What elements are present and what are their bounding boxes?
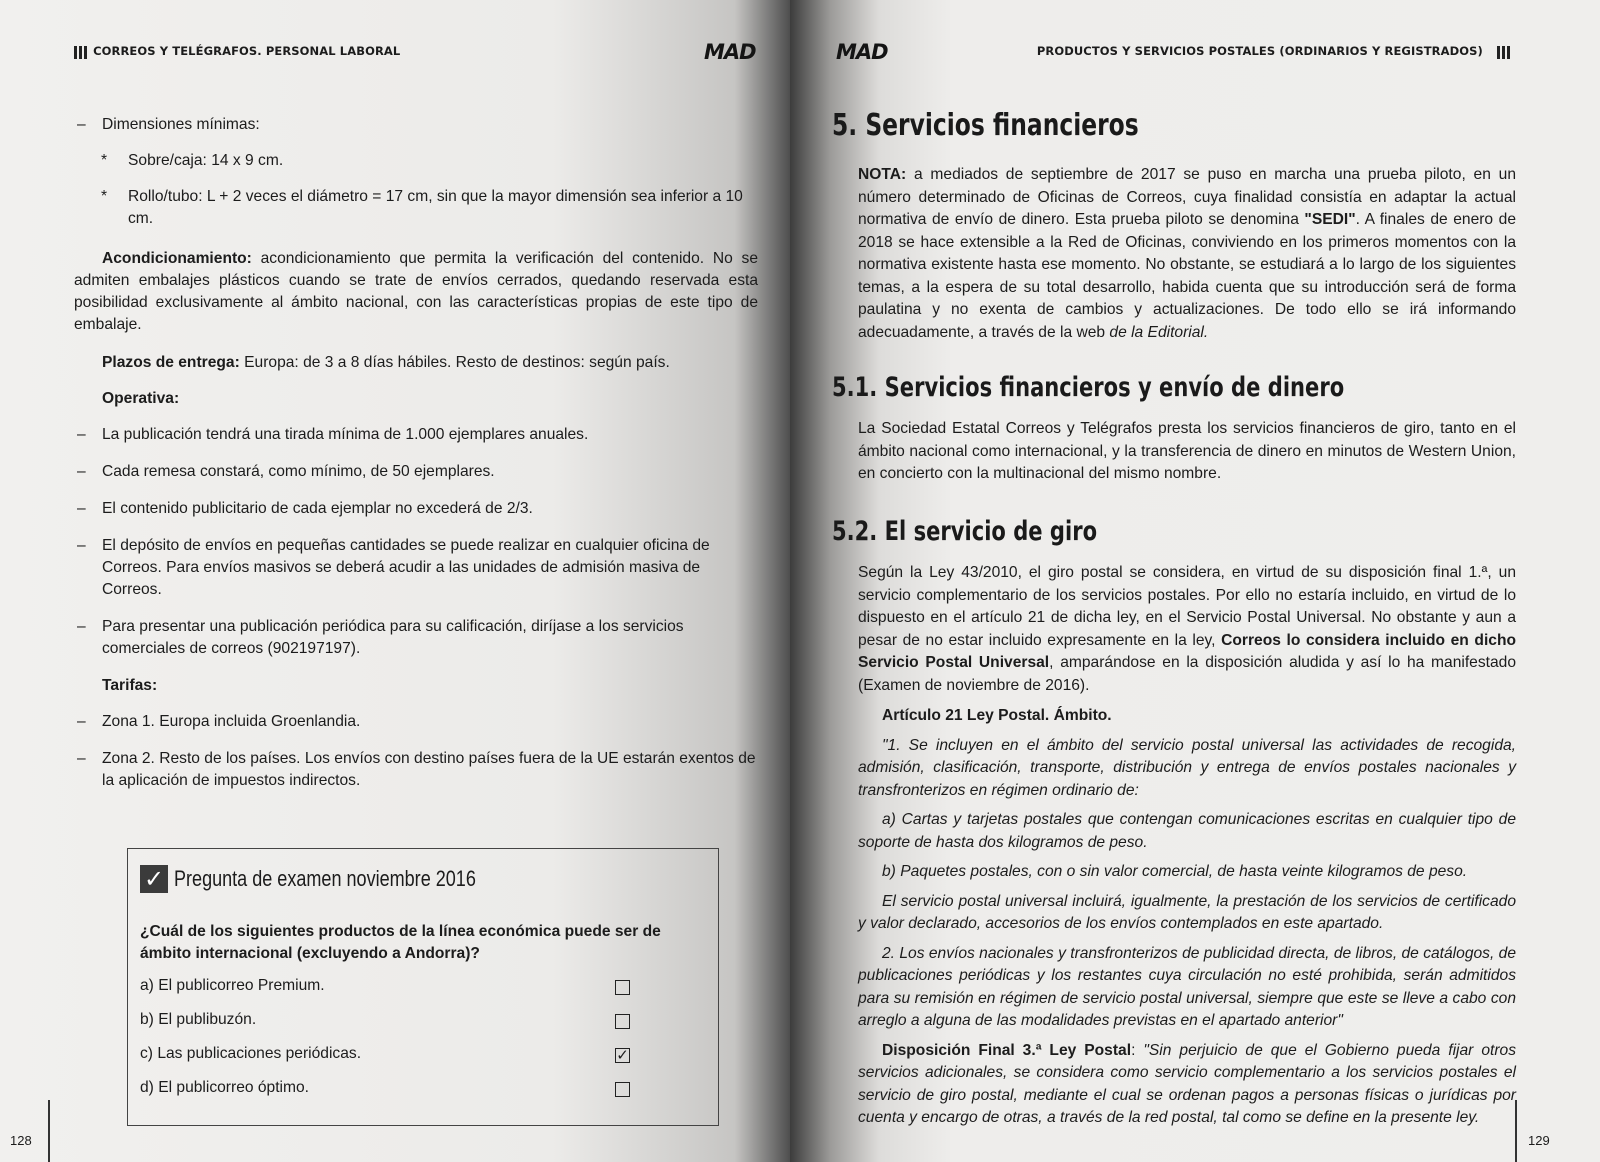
right-running-header bbox=[1037, 44, 1512, 59]
right-header-title: PRODUCTOS Y SERVICIOS POSTALES (ORDINARIOS Y REGISTRADOS) bbox=[1036, 44, 1483, 58]
checkbox-icon bbox=[615, 980, 630, 995]
quote-paragraph: 2. Los envíos nacionales y transfronterizos de publicidad directa, de libros, de catálogos, de publicaciones periódicas y los restantes cuya circulación no esté prohibida, serán admitidos para su remisión en régimen de servicio postal universal, siempre que este se lleve a cabo con arreglo a alguna de las modalidades previstas en el apartado anterior" bbox=[858, 944, 1516, 1029]
list-item: – Zona 1. Europa incluida Groenlandia. bbox=[77, 713, 361, 730]
quote-paragraph: El servicio postal universal incluirá, igualmente, la prestación de los servicios de certificado y valor declarado, accesorios de los envíos contemplados en este apartado. bbox=[858, 892, 1516, 932]
acondicionamiento-paragraph: Acondicionamiento: acondicionamiento que permita la verificación del contenido. No se admiten embalajes plásticos cuando se trate de envíos cerrados, quedando reservada esta posibilidad exclusivamente al ámbito nacional, con las características propias de este tipo de embalaje. bbox=[74, 250, 758, 333]
exam-title: Pregunta de examen noviembre 2016 bbox=[174, 866, 476, 891]
tarifas-label: Tarifas: bbox=[102, 677, 158, 694]
dimensiones-item: – Dimensiones mínimas: bbox=[77, 116, 260, 133]
left-page-number: 128 bbox=[10, 1133, 32, 1148]
checkmark-icon: ✓ bbox=[140, 865, 168, 893]
header-bars-icon bbox=[1497, 45, 1512, 59]
operativa-label: Operativa: bbox=[102, 390, 180, 407]
exam-option: c) Las publicaciones periódicas. ✓ bbox=[140, 1045, 629, 1064]
section-5-2-body: Según la Ley 43/2010, el giro postal se considera, en virtud de su disposición final 1.ª, un servicio complementario de los servicios postales. Por ello no estaría incluido, en virtud de lo dispuesto en el artículo 21 de dicha ley, en el Servicio Postal Universal. No obstante y aun a pesar de no estar incluido expresamente en la ley, Correos lo considera incluido en dicho Servicio Postal Universal, amparándose en la disposición aludida y así lo ha manifestado (Examen de noviembre de 2016). Artículo 21 Ley Postal. Ámbito. "1. Se incluyen en el ámbito del servicio postal universal las actividades de recogida, admisión, clasificación, transporte, distribución y entrega de envíos postales nacionales y transfronterizos en régimen ordinario de: a) Cartas y tarjetas postales que contengan comunicaciones escritas en cualquier tipo de soporte de hasta dos kilogramos de peso. b) Paquetes postales, con o sin valor comercial, de hasta veinte kilogramos de peso. El servicio postal universal incluirá, igualmente, la prestación de los servicios de certificado y valor declarado, accesorios de los envíos contemplados en este apartado. 2. Los envíos nacionales y transfronterizos de publicidad directa, de libros, de catálogos, de publicaciones periódicas y los restantes cuya circulación no esté prohibida, serán admitidos para su remisión en régimen de servicio postal universal, siempre que este se lleve a cabo con arreglo a alguna de las modalidades previstas en el apartado anterior" Disposición Final 3.ª Ley Postal: "Sin perjuicio de que el Gobierno pueda fijar otros servicios adicionales, se considera como servicio complementario a los servicios postales el servicio de giro postal, mediante el cual se ordenan pagos a personas físicas o jurídicas por cuenta y encargo de otras, a través de la red postal, tal como se define en la presente ley. bbox=[858, 562, 1516, 1130]
checkbox-icon bbox=[615, 1082, 630, 1097]
exam-option: a) El publicorreo Premium. bbox=[140, 977, 700, 999]
list-item: – Zona 2. Resto de los países. Los envíos con destino países fuera de la UE estarán exentos de la aplicación de impuestos indirectos. bbox=[77, 750, 756, 789]
checkbox-icon bbox=[615, 1014, 630, 1029]
list-item: – Cada remesa constará, como mínimo, de 50 ejemplares. bbox=[77, 463, 495, 480]
dimensiones-sub-item: * Rollo/tubo: L + 2 veces el diámetro = 17 cm, sin que la mayor dimensión sea inferior a 10 cm. bbox=[101, 188, 743, 227]
exam-title-row bbox=[140, 865, 542, 893]
header-bars-icon bbox=[74, 45, 89, 59]
tarifas-list bbox=[74, 711, 758, 792]
left-running-header bbox=[74, 44, 400, 59]
exam-option: b) El publibuzón. bbox=[140, 1011, 700, 1033]
dimensiones-label: Dimensiones mínimas: bbox=[102, 116, 260, 133]
margin-rule bbox=[48, 1100, 50, 1162]
quote-paragraph: a) Cartas y tarjetas postales que contengan comunicaciones escritas en cualquier tipo de soporte de hasta dos kilogramos de peso. bbox=[858, 811, 1516, 851]
list-item: – La publicación tendrá una tirada mínima de 1.000 ejemplares anuales. bbox=[77, 426, 589, 443]
section-5-note: NOTA: a mediados de septiembre de 2017 se puso en marcha una prueba piloto, en un número determinado de Oficinas de Correos, cuya finalidad consistía en adaptar la actual normativa de envío de dinero. Esta prueba piloto se denomina "SEDI". A finales de enero de 2018 se hace extensible a la Red de Oficinas, conviviendo en los primeros momentos con la normativa existente hasta ese momento. No obstante, se estudiará a lo largo de los siguientes temas, a la espera de su total desarrollo, habida cuenta que su introducción será de forma paulatina y no exenta de cambios y actualizaciones. De todo ello se irá informando adecuadamente, a través de la web de la Editorial. bbox=[858, 166, 1516, 341]
exam-question-box bbox=[127, 848, 719, 1126]
left-body bbox=[74, 114, 758, 807]
list-item: – El contenido publicitario de cada ejemplar no excederá de 2/3. bbox=[77, 500, 533, 517]
left-page bbox=[0, 0, 790, 1162]
quote-paragraph: b) Paquetes postales, con o sin valor comercial, de hasta veinte kilogramos de peso. bbox=[882, 863, 1468, 880]
operativa-list bbox=[74, 424, 758, 660]
list-item: – Para presentar una publicación periódica para su calificación, diríjase a los servicios comerciales de correos (902197197). bbox=[77, 618, 684, 657]
plazos-paragraph: Plazos de entrega: Europa: de 3 a 8 días hábiles. Resto de destinos: según país. bbox=[102, 354, 670, 371]
checked-checkbox-icon: ✓ bbox=[616, 1046, 629, 1064]
exam-question: ¿Cuál de los siguientes productos de la línea económica puede ser de ámbito internacional (excluyendo a Andorra)? bbox=[140, 923, 661, 962]
right-publisher-logo: MAD bbox=[836, 40, 888, 64]
exam-option: d) El publicorreo óptimo. bbox=[140, 1079, 700, 1101]
left-publisher-logo: MAD bbox=[704, 40, 756, 64]
quote-paragraph: "1. Se incluyen en el ámbito del servicio postal universal las actividades de recogida, admisión, clasificación, transporte, distribución y entrega de envíos postales nacionales y transfronterizos en régimen ordinario de: bbox=[858, 736, 1516, 799]
dimensiones-sub-item: * Sobre/caja: 14 x 9 cm. bbox=[101, 152, 284, 169]
disposicion-final-paragraph: Disposición Final 3.ª Ley Postal: "Sin perjuicio de que el Gobierno pueda fijar otros servicios adicionales, se considera como servicio complementario a los servicios postales el servicio de giro postal, mediante el cual se ordenan pagos a personas físicas o jurídicas por cuenta y encargo de otras, a través de la red postal, tal como se define en la presente ley. bbox=[858, 1041, 1516, 1126]
left-header-title: CORREOS Y TELÉGRAFOS. PERSONAL LABORAL bbox=[93, 44, 401, 58]
section-5-2-heading: 5.2. El servicio de giro bbox=[832, 516, 1098, 547]
section-5-1-paragraph: La Sociedad Estatal Correos y Telégrafos presta los servicios financieros de giro, tanto en el ámbito nacional como internacional, y la transferencia de dinero en minutos de Western Union, en concierto con la multinacional del mismo nombre. bbox=[858, 420, 1516, 482]
section-5-1-heading: 5.1. Servicios financieros y envío de dinero bbox=[832, 372, 1345, 403]
list-item: – El depósito de envíos en pequeñas cantidades se puede realizar en cualquier oficina de Correos. Para envíos masivos se deberá acudir a las unidades de admisión masiva de Correos. bbox=[77, 537, 710, 598]
right-page-number: 129 bbox=[1528, 1133, 1550, 1148]
article-21-title: Artículo 21 Ley Postal. Ámbito. bbox=[882, 707, 1112, 724]
section-5-heading: 5. Servicios financieros bbox=[832, 108, 1139, 143]
